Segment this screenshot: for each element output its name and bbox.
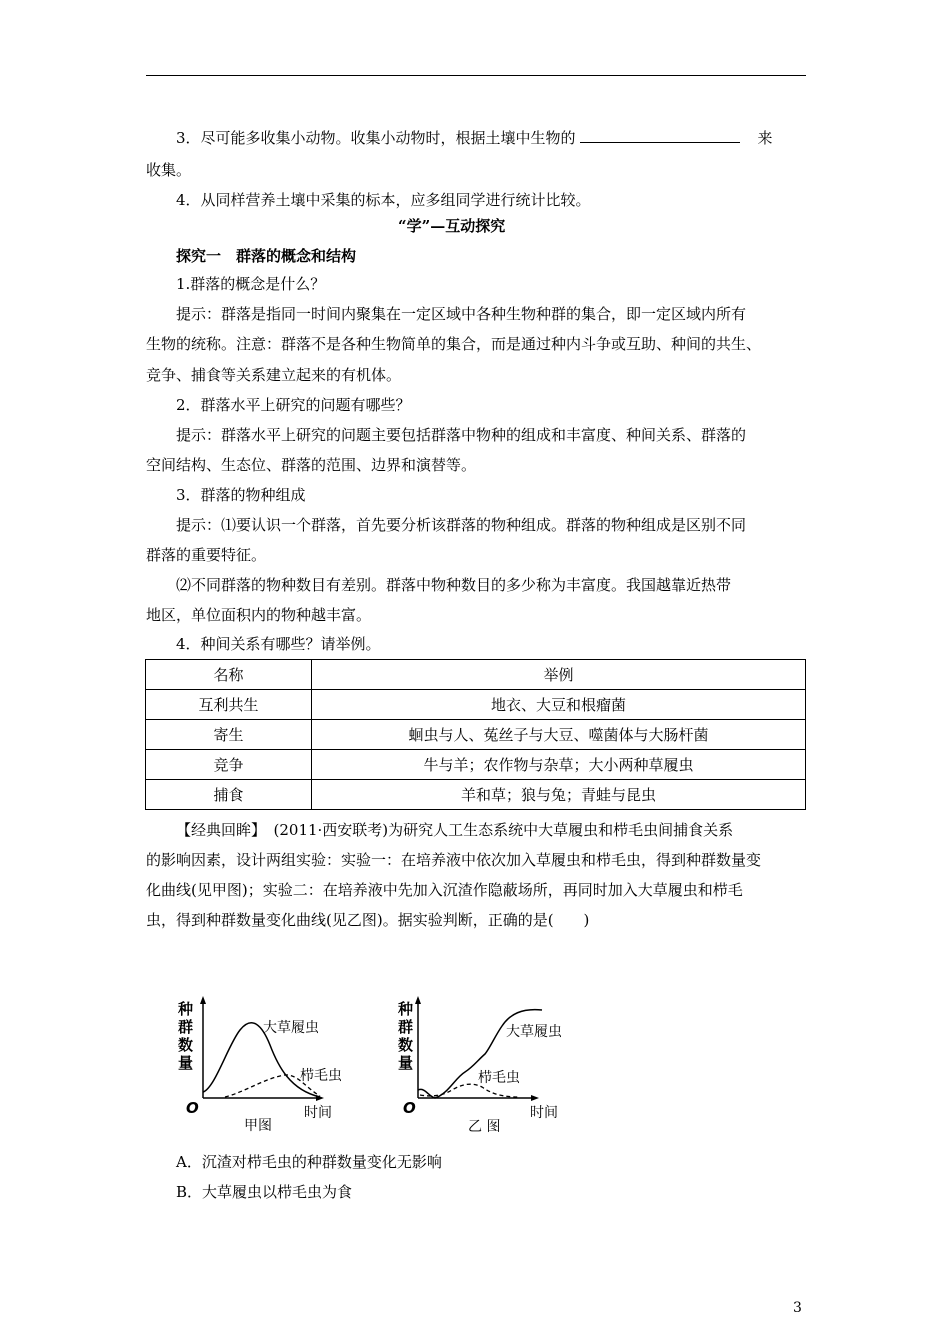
ylabel-char: 群 [398, 1018, 414, 1036]
ylabel-char: 群 [178, 1018, 194, 1036]
answer-3-line-4: 地区，单位面积内的物种越丰富。 [146, 606, 372, 624]
curve-label-paramecium: 大草履虫 [506, 1024, 562, 1040]
x-axis-label: 时间 [304, 1105, 332, 1121]
answer-1-line-2: 生物的统称。注意：群落不是各种生物简单的集合，而是通过种内斗争或互助、种间的共生、 [146, 335, 762, 353]
ylabel-char: 数 [178, 1036, 194, 1054]
ylabel-char: 种 [398, 1000, 414, 1018]
table-header-cell: 举例 [312, 660, 806, 690]
table-row [146, 690, 806, 720]
option-b: B．大草履虫以栉毛虫为食 [176, 1183, 353, 1201]
question-1: 1.群落的概念是什么？ [176, 275, 326, 293]
classic-line-4: 虫，得到种群数量变化曲线(见乙图)。据实验判断，正确的是( ) [146, 911, 590, 929]
origin-label: O [403, 1099, 416, 1117]
x-axis-arrow [531, 1095, 539, 1101]
item-3-line [176, 128, 773, 148]
table-row [146, 750, 806, 780]
table-cell-example: 羊和草；狼与兔；青蛙与昆虫 [312, 780, 806, 810]
ylabel-char: 量 [178, 1054, 194, 1072]
curve-label-didinium: 栉毛虫 [300, 1068, 342, 1084]
page-number: 3 [793, 1300, 802, 1316]
item-3-text: 3．尽可能多收集小动物。收集小动物时，根据土壤中生物的 [176, 129, 576, 147]
item-3-cont: 收集。 [146, 161, 192, 179]
fill-blank [580, 128, 740, 143]
table-header-cell: 名称 [146, 660, 312, 690]
option-a: A．沉渣对栉毛虫的种群数量变化无影响 [176, 1153, 442, 1171]
relations-table [145, 659, 806, 810]
question-4: 4．种间关系有哪些？请举例。 [176, 635, 381, 653]
caption-left: 甲图 [244, 1118, 272, 1134]
ylabel-char: 数 [398, 1036, 414, 1054]
sub-title: 探究一 群落的概念和结构 [176, 247, 357, 265]
caption-right: 乙 图 [468, 1119, 501, 1135]
table-cell-name: 竞争 [146, 750, 312, 780]
curve-label-paramecium: 大草履虫 [263, 1020, 319, 1036]
classic-line-1: 【经典回眸】 (2011·西安联考)为研究人工生态系统中大草履虫和栉毛虫间捕食关系 [176, 821, 734, 839]
table-cell-name: 寄生 [146, 720, 312, 750]
origin-label: O [186, 1099, 199, 1117]
section-title: “学”—互动探究 [398, 217, 506, 235]
item-4-line: 4．从同样营养土壤中采集的标本，应多组同学进行统计比较。 [176, 191, 591, 209]
answer-3-line-2: 群落的重要特征。 [146, 546, 267, 564]
curve-label-didinium: 栉毛虫 [478, 1070, 520, 1086]
table-row [146, 780, 806, 810]
population-figure [170, 990, 590, 1140]
table-cell-example: 蛔虫与人、菟丝子与大豆、噬菌体与大肠杆菌 [312, 720, 806, 750]
x-axis-label: 时间 [530, 1105, 558, 1121]
ylabel-char: 种 [178, 1000, 194, 1018]
ylabel-char: 量 [398, 1054, 414, 1072]
answer-1-line-3: 竞争、捕食等关系建立起来的有机体。 [146, 366, 402, 384]
answer-3-line-3: ⑵不同群落的物种数目有差别。群落中物种数目的多少称为丰富度。我国越靠近热带 [176, 576, 732, 594]
y-axis-arrow [200, 996, 206, 1004]
curve-didinium [420, 1084, 520, 1097]
y-axis-arrow [415, 996, 421, 1004]
question-2: 2．群落水平上研究的问题有哪些？ [176, 396, 411, 414]
answer-1-line-1: 提示：群落是指同一时间内聚集在一定区域中各种生物种群的集合，即一定区域内所有 [176, 305, 747, 323]
header-rule [146, 75, 806, 76]
table-cell-example: 地衣、大豆和根瘤菌 [312, 690, 806, 720]
answer-3-line-1: 提示：⑴要认识一个群落，首先要分析该群落的物种组成。群落的物种组成是区别不同 [176, 516, 747, 534]
table-cell-name: 互利共生 [146, 690, 312, 720]
table-cell-example: 牛与羊；农作物与杂草；大小两种草履虫 [312, 750, 806, 780]
question-3: 3．群落的物种组成 [176, 486, 306, 504]
graph-left [177, 996, 342, 1134]
answer-2-line-1: 提示：群落水平上研究的问题主要包括群落中物种的组成和丰富度、种间关系、群落的 [176, 426, 747, 444]
classic-line-3: 化曲线(见甲图)；实验二：在培养液中先加入沉渣作隐蔽场所，再同时加入大草履虫和栉毛 [146, 881, 743, 899]
graph-right [397, 996, 562, 1135]
table-cell-name: 捕食 [146, 780, 312, 810]
table-row [146, 720, 806, 750]
table-header-row [146, 660, 806, 690]
classic-line-2: 的影响因素，设计两组实验：实验一：在培养液中依次加入草履虫和栉毛虫，得到种群数量变 [146, 851, 762, 869]
item-3-tail: 来 [757, 129, 773, 147]
answer-2-line-2: 空间结构、生态位、群落的范围、边界和演替等。 [146, 456, 477, 474]
